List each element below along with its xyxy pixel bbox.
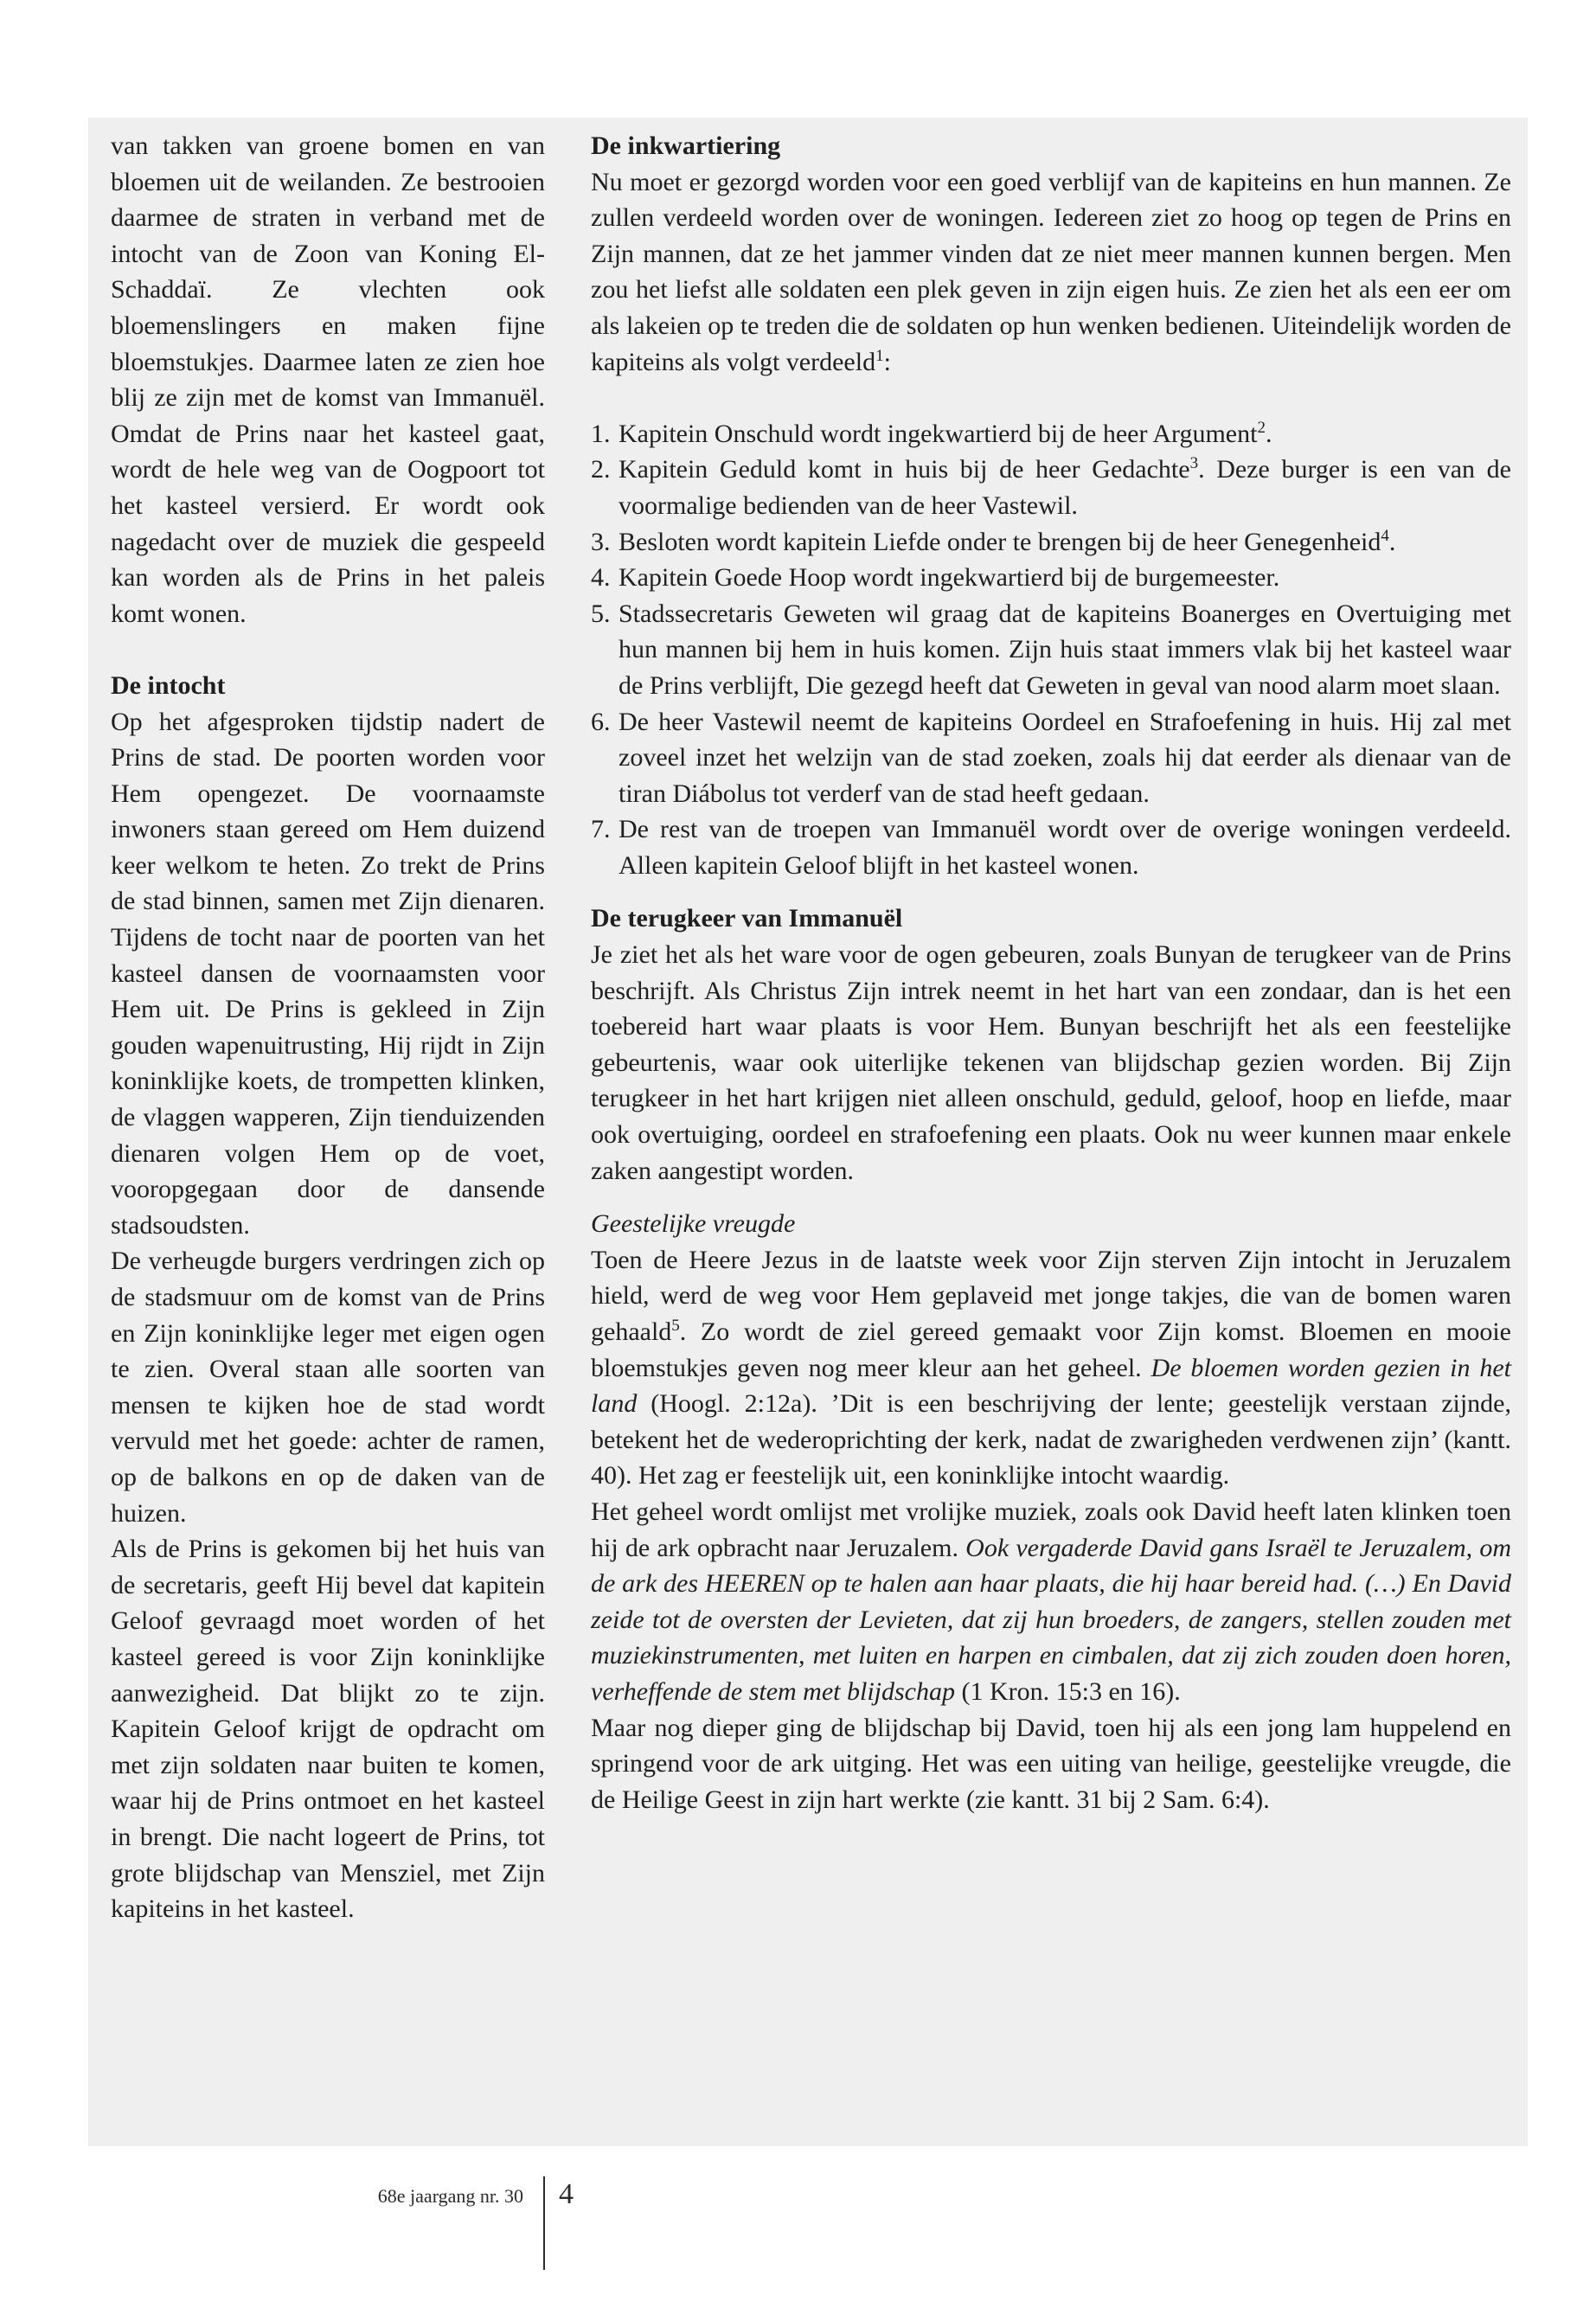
list-item: 3. Besloten wordt kapitein Liefde onder te brengen bij de heer Genegenheid$^4$. <box>591 526 1396 556</box>
vreugde-paragraph-2: Het geheel wordt omlijst met vrolijke muziek, zoals ook David heeft laten klinken toen hij de ark opbracht naar Jeruzalem. Ook vergaderde David gans Israël te Jeruzalem, om de ark des HEEREN op te halen aan haar plaats, die hij haar bereid had. (…) En David zeide tot de oversten der Levieten, dat zij hun broeders, de zangers, stellen zouden met muziekinstrumenten, met luiten en harpen en cimbalen, dat zij zich zouden doen horen, verheffende de stem met blijdschap (1 Kron. 15:3 en 16). <box>591 1497 1511 1706</box>
vreugde-paragraph-1: Toen de Heere Jezus in de laatste week voor Zijn sterven Zijn intocht in Jeruzalem hield, werd de weg voor Hem geplaveid met jonge takjes, die van de bomen waren gehaald$^5$. Zo wordt de ziel gereed gemaakt voor Zijn komst. Bloemen en mooie bloemstukjes geven nog meer kleur aan het geheel. De bloemen worden gezien in het land (Hoogl. 2:12a). ’Dit is een beschrijving der lente; geestelijk verstaan zijnde, betekent het de wederoprichting der kerk, nadat de zwarigheden verdwenen zijn’ (kantt. 40). Het zag er feestelijk uit, een koninklijke intocht waardig. <box>591 1245 1511 1490</box>
scripture-quote: De bloemen worden gezien in het land <box>591 1353 1511 1419</box>
inkwartiering-paragraph: Nu moet er gezorgd worden voor een goed verblijf van de kapiteins en hun mannen. Ze zullen verdeeld worden over de woningen. Iedereen ziet zo hoog op tegen de Prins en Zijn mannen, dat ze het jammer vinden dat ze niet meer mannen kunnen bergen. Men zou het liefst alle soldaten een plek geven in zijn eigen huis. Ze zien het als een eer om als lakeien op te treden die de soldaten op hun wenken bedienen. Uiteindelijk worden de kapiteins als volgt verdeeld$^1$: <box>591 167 1511 376</box>
footnote-ref: 1 <box>875 346 884 365</box>
intocht-paragraph-2: De verheugde burgers verdringen zich op de stadsmuur om de komst van de Prins en Zijn koninklijke leger met eigen ogen te zien. Overal staan alle soorten van mensen te kijken hoe de stad wordt vervuld met het goede: achter de ramen, op de balkons en op de daken van de huizen. <box>111 1247 545 1528</box>
terugkeer-paragraph: Je ziet het als het ware voor de ogen gebeuren, zoals Bunyan de terugkeer van de Prins beschrijft. Als Christus Zijn intrek neemt in het hart van een zondaar, dan is het een toebereid hart waar plaats is voor Hem. Bunyan beschrijft het als een feestelijke gebeurtenis, waar ook uiterlijke tekenen van blijdschap gezien worden. Bij Zijn terugkeer in het hart krijgen niet alleen onschuld, geduld, geloof, hoop en liefde, maar ook overtuiging, oordeel en strafoefening een plaats. Ook nu weer kunnen maar enkele zaken aangestipt worden. <box>591 940 1511 1185</box>
left-column <box>111 128 545 1927</box>
intro-paragraph: van takken van groene bomen en van bloemen uit de weilanden. Ze bestrooien daarmee de straten in verband met de intocht van de Zoon van Koning El-Schaddaï. Ze vlechten ook bloemenslingers en maken fijne bloemstukjes. Daarmee laten ze zien hoe blij ze zijn met de komst van Immanuël. Omdat de Prins naar het kasteel gaat, wordt de hele weg van de Oogpoort tot het kasteel versierd. Er wordt ook nagedacht over de muziek die gespeeld kan worden als de Prins in het paleis komt wonen. <box>111 131 545 628</box>
quartering-list <box>591 416 1511 884</box>
footnote-ref: 4 <box>1381 526 1389 545</box>
intocht-paragraph-3: Als de Prins is gekomen bij het huis van de secretaris, geeft Hij bevel dat kapitein Geloof gevraagd moet worden of het kasteel gereed is voor Zijn koninklijke aanwezigheid. Dat blijkt zo te zijn. Kapitein Geloof krijgt de opdracht om met zijn soldaten naar buiten te komen, waar hij de Prins ontmoet en het kasteel in brengt. Die nacht logeert de Prins, tot grote blijdschap van Mensziel, met Zijn kapiteins in het kasteel. <box>111 1535 545 1924</box>
footer-divider <box>543 2176 545 2270</box>
footnote-ref: 3 <box>1189 454 1199 473</box>
intocht-paragraph-1: Op het afgesproken tijdstip nadert de Prins de stad. De poorten worden voor Hem opengezet. De voornaamste inwoners staan gereed om Hem duizend keer welkom te heten. Zo trekt de Prins de stad binnen, samen met Zijn dienaren. Tijdens de tocht naar de poorten van het kasteel dansen de voornaamsten voor Hem uit. De Prins is gekleed in Zijn gouden wapenuitrusting, Hij rijdt in Zijn koninklijke koets, de trompetten klinken, de vlaggen wapperen, Zijn tienduizenden dienaren volgen Hem op de voet, vooropgegaan door de dansende stadsoudsten. <box>111 707 545 1240</box>
list-item: 6. De heer Vastewil neemt de kapiteins Oordeel en Strafoefening in huis. Hij zal met zoveel inzet het welzijn van de stad zoeken, zoals hij dat eerder als dienaar van de tiran Diábolus tot verderf van de stad heeft gedaan. <box>591 707 1511 808</box>
scripture-quote: Ook vergaderde David gans Israël te Jeruzalem, om de ark des HEEREN op te halen aan haar plaats, die hij haar bereid had. (…) En David zeide tot de oversten der Levieten, dat zij hun broeders, de zangers, stellen zouden met muziekinstrumenten, met luiten en harpen en cimbalen, dat zij zich zouden doen horen, verheffende de stem met blijdschap <box>591 1533 1511 1706</box>
list-item: 4. Kapitein Goede Hoop wordt ingekwartierd bij de burgemeester. <box>591 563 1280 593</box>
subheading-geestelijke-vreugde: Geestelijke vreugde <box>591 1209 796 1239</box>
heading-inkwartiering: De inkwartiering <box>591 131 781 160</box>
list-item: 2. Kapitein Geduld komt in huis bij de heer Gedachte$^3$. Deze burger is een van de voormalige bedienden van de heer Vastewil. <box>591 454 1511 520</box>
vreugde-paragraph-3: Maar nog dieper ging de blijdschap bij David, toen hij als een jong lam huppelend en springend voor de ark uitging. Het was een uiting van heilige, geestelijke vreugde, die de Heilige Geest in zijn hart werkte (zie kantt. 31 bij 2 Sam. 6:4). <box>591 1713 1511 1814</box>
list-item: 7. De rest van de troepen van Immanuël wordt over de overige woningen verdeeld. Alleen kapitein Geloof blijft in het kasteel wonen. <box>591 815 1511 880</box>
footnote-ref: 2 <box>1257 418 1266 437</box>
list-item: 5. Stadssecretaris Geweten wil graag dat de kapiteins Boanerges en Overtuiging met hun mannen bij hem in huis komen. Zijn huis staat immers vlak bij het kasteel waar de Prins verblijft, Die gezegd heeft dat Geweten in geval van nood alarm moet slaan. <box>591 599 1511 700</box>
heading-terugkeer: De terugkeer van Immanuël <box>591 904 903 933</box>
heading-intocht: De intocht <box>111 670 226 700</box>
page-footer <box>0 2176 1596 2280</box>
page-number: 4 <box>559 2178 574 2210</box>
issue-label: 68e jaargang nr. 30 <box>377 2185 523 2207</box>
footnote-ref: 5 <box>671 1317 680 1335</box>
right-column <box>591 128 1511 1817</box>
list-item: 1. Kapitein Onschuld wordt ingekwartierd bij de heer Argument$^2$. <box>591 418 1272 448</box>
